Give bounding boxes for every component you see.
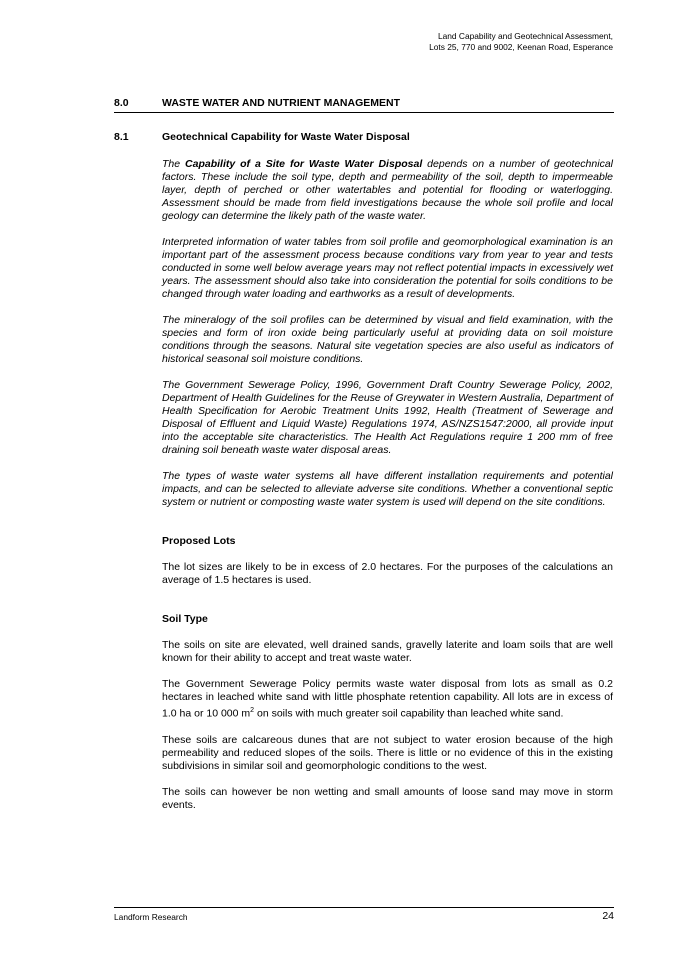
paragraph-text: The [162,158,186,170]
page-number: 24 [602,910,614,922]
superscript: 2 [250,707,255,714]
soil-type-paragraph-2 [162,678,613,721]
body-column [162,158,613,825]
paragraph-policy: The Government Sewerage Policy, 1996, Government Draft Country Sewerage Policy, 2002, Department of Health Guidelines for the Reuse of Greywater in Western Australia, Department of Health Specification for Aerobic Treatment Units 1992, Health (Treatment of Sewerage and Disposal of Effluent and Liquid Waste) Regulations 1974, AS/NZS1547:2000, all provide input into the acceptable site characteristics. The Health Act Regulations require 1 200 mm of free draining soil beneath waste water disposal areas. [162,379,613,456]
soil-type-paragraph-1: The soils on site are elevated, well drained sands, gravelly laterite and loam soils that are well known for their ability to accept and treat waste water. [162,639,613,664]
soil-type-heading: Soil Type [162,613,208,625]
paragraph-systems: The types of waste water systems all have different installation requirements and potential impacts, and can be selected to alleviate adverse site conditions. Whether a conventional septic system or nutrient or composting waste water system is used will depend on the site conditions. [162,470,613,508]
paragraph-text: The Government Sewerage Policy permits waste water disposal from lots as small as 0.2 hectares in leached white sand with little phosphate retention capability. All lots are in excess of 1.0 ha or 10 000 m [162,678,613,720]
footer-divider [114,907,614,908]
paragraph-text: depends on a number of geotechnical factors. These include the soil type, depth and permeability of the soil, depth to impermeable layer, depth of perched or other watertables and potential for flooding or waterlogging. Assessment should be made from field investigations because the whole soil profile and local geology can determine the likely path of the waste water. [162,158,613,222]
subsection-title: Geotechnical Capability for Waste Water Disposal [162,131,410,143]
section-number: 8.0 [114,97,129,109]
paragraph-water-tables: Interpreted information of water tables from soil profile and geomorphological examination is an important part of the assessment process because conditions vary from year to year and tests conducted in some well below average years may not reflect potential impacts in excessively wet years. The assessment should also take into consideration the potential for soils conditions to be changed through water loading and earthworks as a result of developments. [162,236,613,300]
proposed-lots-text: The lot sizes are likely to be in excess of 2.0 hectares. For the purposes of the calculations an average of 1.5 hectares is used. [162,561,613,586]
paragraph-emphasis: Capability of a Site for Waste Water Disposal [185,158,423,170]
section-title: WASTE WATER AND NUTRIENT MANAGEMENT [162,97,400,109]
soil-type-paragraph-3: These soils are calcareous dunes that are not subject to water erosion because of the high permeability and reduced slopes of the soils. There is little or no evidence of this in the existing subdivisions in similar soil and geomorphologic conditions to the west. [162,733,613,772]
paragraph-text: on soils with much greater soil capability than leached white sand. [254,707,564,720]
paragraph-capability [162,158,613,223]
proposed-lots-heading: Proposed Lots [162,535,236,547]
paragraph-mineralogy: The mineralogy of the soil profiles can be determined by visual and field examination, with the species and form of iron oxide being particularly useful at providing data on soil moisture conditions through the seasons. Natural site vegetation species are also useful as indicators of historical seasonal soil moisture conditions. [162,314,613,365]
footer-left-text: Landform Research [114,912,188,922]
subsection-heading [114,131,410,143]
header-line-1: Land Capability and Geotechnical Assessment, [437,31,613,41]
header-line-2: Lots 25, 770 and 9002, Keenan Road, Esperance [429,42,613,52]
subsection-number: 8.1 [114,131,129,143]
soil-type-paragraph-4: The soils can however be non wetting and small amounts of loose sand may move in storm events. [162,785,613,811]
section-heading [114,97,614,113]
page-header [429,31,613,53]
